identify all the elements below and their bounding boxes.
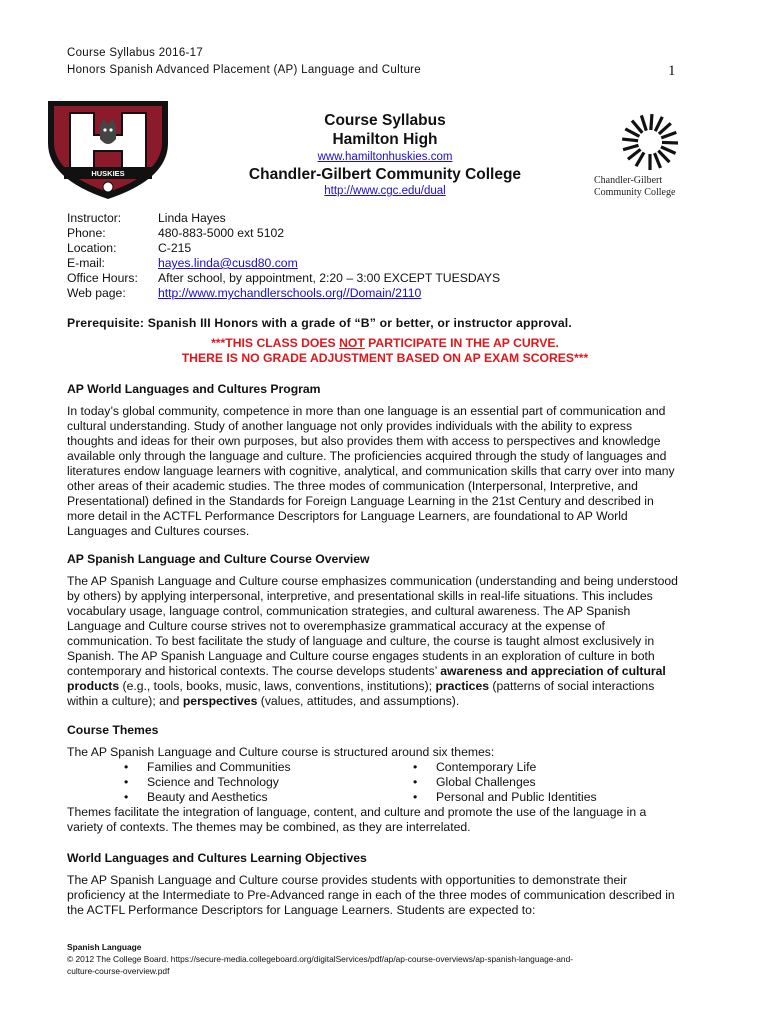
bold-phrase: practices <box>435 679 490 693</box>
cgc-logo <box>592 108 700 200</box>
theme-label: Personal and Public Identities <box>436 790 597 804</box>
footnote-line: © 2012 The College Board. https://secure-media.collegeboard.org/digitalServices/pdf/ap/ap-course-overviews/ap-spanish-language-and- <box>67 954 574 964</box>
objectives-paragraph <box>67 873 712 918</box>
paragraph-text: (patterns of social interactions <box>489 679 655 693</box>
info-label: Office Hours: <box>67 271 138 285</box>
themes-paragraph <box>67 805 712 835</box>
bold-phrase: perspectives <box>182 694 258 708</box>
paragraph-line <box>67 664 712 679</box>
syllabus-title: Course Syllabus <box>324 112 446 129</box>
email-link[interactable]: hayes.linda@cusd80.com <box>158 256 298 270</box>
paragraph-line: Spanish. The AP Spanish Language and Culture course engages students in an exploration of culture in both <box>67 649 655 663</box>
paragraph-line: thoughts and ideas for their own purposes, but also provides them with access to perspectives and knowledge <box>67 434 661 448</box>
paragraph-line: more detail in the ACTFL Performance Descriptors for Language Learners, are foundational to AP World <box>67 509 628 523</box>
themes-intro: The AP Spanish Language and Culture course is structured around six themes: <box>67 745 495 759</box>
bold-phrase: products <box>67 679 120 693</box>
running-header <box>67 45 421 79</box>
page-number: 1 <box>668 63 676 79</box>
theme-label: Science and Technology <box>147 775 279 789</box>
bullet: • <box>413 760 418 774</box>
paragraph-line: other areas of their academic studies. The three modes of communication (Interpersonal, Interpretive, and <box>67 479 638 493</box>
bold-phrase: awareness and appreciation of cultural <box>440 664 666 678</box>
themes-list <box>67 760 727 805</box>
paragraph-text: contemporary and historical contexts. The course develops students’ <box>67 664 441 678</box>
theme-label: Contemporary Life <box>436 760 537 774</box>
school-name: Hamilton High <box>332 131 438 148</box>
instructor-info <box>67 211 500 301</box>
paragraph-line: by others) by applying interpersonal, interpretive, and presentational skills in real-life situations. This includes <box>67 589 653 603</box>
overview-paragraph <box>67 574 712 709</box>
paragraph-line: In today’s global community, competence in more than one language is an essential part of communication and <box>67 404 666 418</box>
info-label: Web page: <box>67 286 126 300</box>
paragraph-line: proficiency at the Intermediate to Pre-Advanced range in each of the three modes of communication described in <box>67 888 675 902</box>
program-paragraph <box>67 404 712 539</box>
cgc-logo-line-1: Chandler-Gilbert <box>594 175 663 186</box>
paragraph-line: cultural understanding. Study of another language not only provides individuals with the ability to express <box>67 419 633 433</box>
info-label: Instructor: <box>67 211 122 225</box>
huskies-logo-text: HUSKIES <box>91 169 125 178</box>
web-page-link[interactable]: http://www.mychandlerschools.org//Domain/2110 <box>158 286 422 300</box>
paragraph-line <box>67 694 712 709</box>
paragraph-line: communication. To best facilitate the study of language and culture, the course is taught almost exclusively in <box>67 634 655 648</box>
bullet: • <box>124 790 129 804</box>
paragraph-line: Themes facilitate the integration of language, content, and culture and promote the use of the language in a <box>67 805 647 819</box>
notice-text: ***THIS CLASS DOES <box>211 336 340 350</box>
footnote <box>67 941 573 977</box>
instructor-name: Linda Hayes <box>158 211 226 225</box>
ap-curve-notice <box>67 336 703 350</box>
paragraph-text: (values, attitudes, and assumptions). <box>257 694 460 708</box>
phone-value: 480-883-5000 ext 5102 <box>158 226 285 240</box>
paragraph-text: within a culture); and <box>67 694 183 708</box>
info-label: Location: <box>67 241 117 255</box>
notice-text: PARTICIPATE IN THE AP CURVE. <box>364 336 559 350</box>
paragraph-text: (e.g., tools, books, music, laws, conventions, institutions); <box>119 679 436 693</box>
info-label: E-mail: <box>67 256 105 270</box>
cgc-logo-line-2: Community College <box>594 187 676 198</box>
paragraph-line: available only through the language and culture. The proficiencies acquired through the study of languages and <box>67 449 667 463</box>
theme-label: Families and Communities <box>147 760 291 774</box>
theme-label: Beauty and Aesthetics <box>147 790 268 804</box>
school-website-link[interactable]: www.hamiltonhuskies.com <box>317 151 453 163</box>
footnote-title: Spanish Language <box>67 942 142 952</box>
college-website-link[interactable]: http://www.cgc.edu/dual <box>324 185 446 197</box>
location-value: C-215 <box>158 241 192 255</box>
prerequisite: Prerequisite: Spanish III Honors with a grade of “B” or better, or instructor approval. <box>67 316 572 330</box>
office-hours-value: After school, by appointment, 2:20 – 3:00 EXCEPT TUESDAYS <box>158 271 501 285</box>
paragraph-line: Presentational) defined in the Standards for Foreign Language Learning in the 21st Century and described in <box>67 494 654 508</box>
paragraph-line: Language and Culture course strives not to overemphasize grammatical accuracy at the expense of <box>67 619 605 633</box>
header-line-2: Honors Spanish Advanced Placement (AP) Language and Culture <box>67 64 421 76</box>
paragraph-line: Languages and Cultures courses. <box>67 524 250 538</box>
hamilton-huskies-logo <box>42 95 174 203</box>
theme-label: Global Challenges <box>436 775 536 789</box>
bullet: • <box>124 775 129 789</box>
paragraph-line: the ACTFL Performance Descriptors for Language Learners. Students are expected to: <box>67 903 536 917</box>
notice-emphasis: NOT <box>339 336 365 350</box>
paragraph-line: The AP Spanish Language and Culture course provides students with opportunities to demonstrate their <box>67 873 628 887</box>
paragraph-line: vocabulary usage, language control, communication strategies, and cultural awareness. The AP Spanish <box>67 604 631 618</box>
themes-heading: Course Themes <box>67 723 159 737</box>
footnote-line: culture-course-overview.pdf <box>67 966 170 976</box>
objectives-heading: World Languages and Cultures Learning Objectives <box>67 851 367 865</box>
program-heading: AP World Languages and Cultures Program <box>67 382 321 396</box>
bullet: • <box>413 790 418 804</box>
bullet: • <box>124 760 129 774</box>
paragraph-line: variety of contexts. The themes may be combined, as they are interrelated. <box>67 820 471 834</box>
college-name: Chandler-Gilbert Community College <box>248 166 522 183</box>
overview-heading: AP Spanish Language and Culture Course Overview <box>67 552 370 566</box>
bullet: • <box>413 775 418 789</box>
paragraph-line: literatures endow language learners with cognitive, analytical, and communication skills that carry over into many <box>67 464 675 478</box>
paragraph-line: The AP Spanish Language and Culture course emphasizes communication (understanding and being understood <box>67 574 678 588</box>
grade-adjustment-notice: THERE IS NO GRADE ADJUSTMENT BASED ON AP EXAM SCORES*** <box>181 351 589 365</box>
paragraph-line <box>67 679 712 694</box>
header-line-1: Course Syllabus 2016-17 <box>67 47 204 59</box>
info-label: Phone: <box>67 226 106 240</box>
